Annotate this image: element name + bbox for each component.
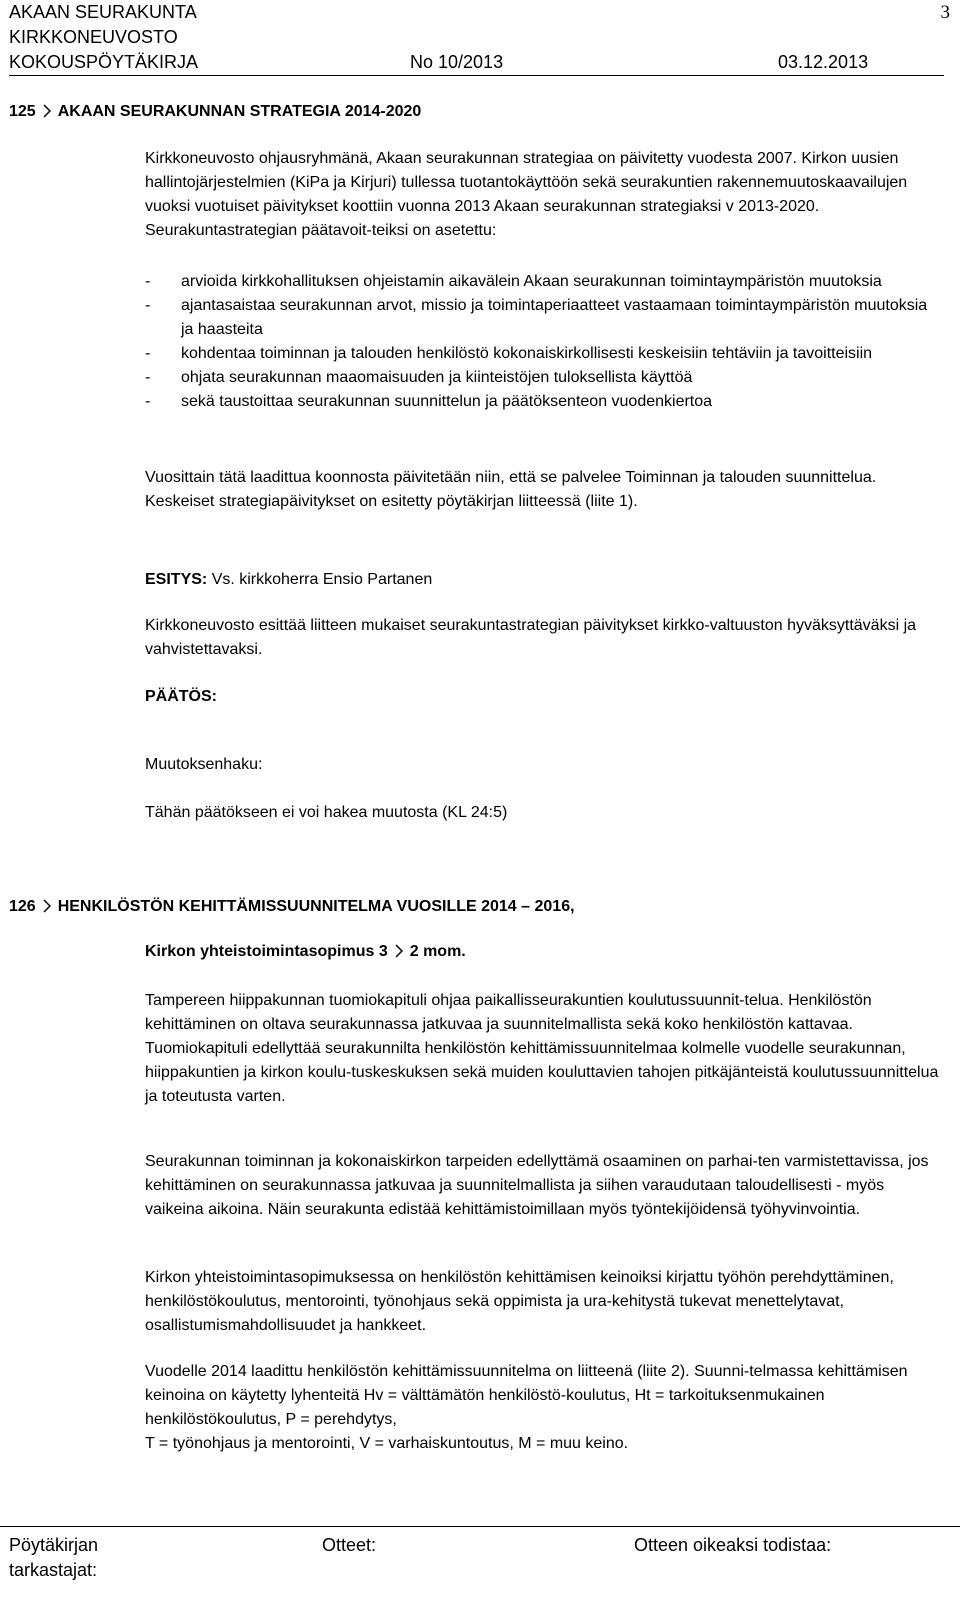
list-item-text: sekä taustoittaa seurakunnan suunnittelun ja päätöksenteon vuodenkiertoa <box>181 393 713 410</box>
subtitle-moment: 2 mom. <box>409 943 466 960</box>
list-item-text: arvioida kirkkohallituksen ohjeistamin aikavälein Akaan seurakunnan toimintaympäristön muutoksia <box>181 273 882 290</box>
list-item <box>145 294 940 342</box>
footer-extracts-label: Otteet: <box>322 1535 377 1555</box>
page-number: 3 <box>940 2 950 23</box>
list-item <box>145 390 940 414</box>
list-item <box>145 366 940 390</box>
list-item-text: kohdentaa toiminnan ja talouden henkilöstö kokonaiskirkollisesti keskeisiin tehtäviin ja tavoitteisiin <box>181 345 873 362</box>
section-126-heading <box>9 897 575 917</box>
appeal-label: Muutoksenhaku: <box>145 756 263 773</box>
signature-footer <box>0 1526 960 1580</box>
header-date: 03.12.2013 <box>778 52 869 72</box>
abbreviations-text: Vuodelle 2014 laadittu henkilöstön kehittämissuunnitelma on liitteenä (liite 2). Suunni-telmassa kehittämisen keinoina on käytetty lyhenteitä Hv = välttämätön henkilöstö-koulutus, Ht = tarkoituksenmukainen henkilöstökoulutus, P = perehdytys, <box>145 1363 908 1428</box>
training-paragraph-3: Kirkon yhteistoimintasopimuksessa on henkilöstön kehittämisen keinoiksi kirjattu työhön perehdyttäminen, henkilöstökoulutus, mentorointi, työnohjaus sekä oppimista ja ura-kehitystä tukevat menettelytavat, osallistumismahdollisuudet ja hankkeet. <box>145 1269 894 1334</box>
section-title: AKAAN SEURAKUNNAN STRATEGIA 2014-2020 <box>57 103 422 120</box>
abbreviations-last-line: T = työnohjaus ja mentorointi, V = varhaiskuntoutus, M = muu keino. <box>145 1435 629 1452</box>
appeal-text: Tähän päätökseen ei voi hakea muutosta (KL 24:5) <box>145 804 508 821</box>
section-sign-icon <box>43 899 51 913</box>
training-paragraph-2: Seurakunnan toiminnan ja kokonaiskirkon tarpeiden edellyttämä osaaminen on parhai-ten varmistettavissa, jos kehittäminen on seurakunnassa jatkuvaa ja suunnitelmallista ja siihen varaudutaan taloudellisesti - myös vaikeina aikoina. Näin seurakunta edistää kehittämistoimillaan myös työntekijöidensä työhyvinvointia. <box>145 1153 929 1218</box>
training-paragraph-4 <box>145 1360 940 1456</box>
header-meeting-number: No 10/2013 <box>410 52 504 72</box>
list-item <box>145 342 940 366</box>
header-org: AKAAN SEURAKUNTA <box>9 2 197 22</box>
bullet-marker: - <box>145 345 151 362</box>
section-number: 126 <box>9 898 36 915</box>
strategy-goals-list <box>145 270 940 414</box>
header-doc-type: KOKOUSPÖYTÄKIRJA <box>9 52 199 72</box>
esitys-label: ESITYS: <box>145 571 208 588</box>
subtitle-text: Kirkon yhteistoimintasopimus 3 <box>145 943 388 960</box>
decision-label: PÄÄTÖS: <box>145 688 217 705</box>
section-title: HENKILÖSTÖN KEHITTÄMISSUUNNITELMA VUOSILLE 2014 – 2016, <box>57 898 575 915</box>
proposal-text: Kirkkoneuvosto esittää liitteen mukaiset seurakuntastrategian päivitykset kirkko-valtuuston hyväksyttäväksi ja vahvistettavaksi. <box>145 617 917 658</box>
training-paragraph-1: Tampereen hiippakunnan tuomiokapituli ohjaa paikallisseurakuntien koulutussuunnit-telua. Henkilöstön kehittäminen on oltava seurakunnassa jatkuvaa ja suunnitelmallista sekä koko henkilöstön kattavaa. Tuomiokapituli edellyttää seurakunnilta henkilöstön kehittämissuunnitelmaa kolmelle vuodelle seurakunnan, hiippakuntien ja kirkon koulu-tuskeskuksen sekä muiden kouluttavien tahojen pitkäjänteistä koulutussuunnittelua ja toteutusta varten. <box>145 992 939 1105</box>
bullet-marker: - <box>145 273 151 290</box>
header-rule <box>9 75 944 76</box>
bullet-marker: - <box>145 369 151 386</box>
section-sign-icon <box>43 104 51 118</box>
section-number: 125 <box>9 103 36 120</box>
section-126-subtitle <box>145 942 466 962</box>
footer-reviewers-label: Pöytäkirjan tarkastajat: <box>9 1535 99 1580</box>
section-125-heading <box>9 102 421 122</box>
section-125-intro: Kirkkoneuvosto ohjausryhmänä, Akaan seurakunnan strategiaa on päivitetty vuodesta 2007. Kirkon uusien hallintojärjestelmien (KiPa ja Kirjuri) tullessa tuotantokäyttöön sekä seurakuntien rakennemuutoskaavailujen vuoksi vuotuiset päivitykset koottiin vuonna 2013 Akaan seurakunnan strategiaksi v 2013-2020. Seurakuntastrategian päätavoit-teiksi on asetettu: <box>145 150 908 239</box>
footer-certified-label: Otteen oikeaksi todistaa: <box>634 1535 832 1555</box>
section-sign-icon <box>395 944 403 958</box>
bullet-marker: - <box>145 393 151 410</box>
list-item <box>145 270 940 294</box>
annual-update-paragraph: Vuosittain tätä laadittua koonnosta päivitetään niin, että se palvelee Toiminnan ja talouden suunnittelua. Keskeiset strategiapäivitykset on esitetty pöytäkirjan liitteessä (liite 1). <box>145 469 877 510</box>
proposal-line <box>145 568 940 592</box>
header-body: KIRKKONEUVOSTO <box>9 27 178 47</box>
list-item-text: ajantasaistaa seurakunnan arvot, missio ja toimintaperiaatteet vastaamaan toimintaympäristön muutoksia ja haasteita <box>181 297 928 338</box>
esitys-presenter: Vs. kirkkoherra Ensio Partanen <box>211 571 433 588</box>
bullet-marker: - <box>145 297 151 314</box>
list-item-text: ohjata seurakunnan maaomaisuuden ja kiinteistöjen tuloksellista käyttöä <box>181 369 693 386</box>
